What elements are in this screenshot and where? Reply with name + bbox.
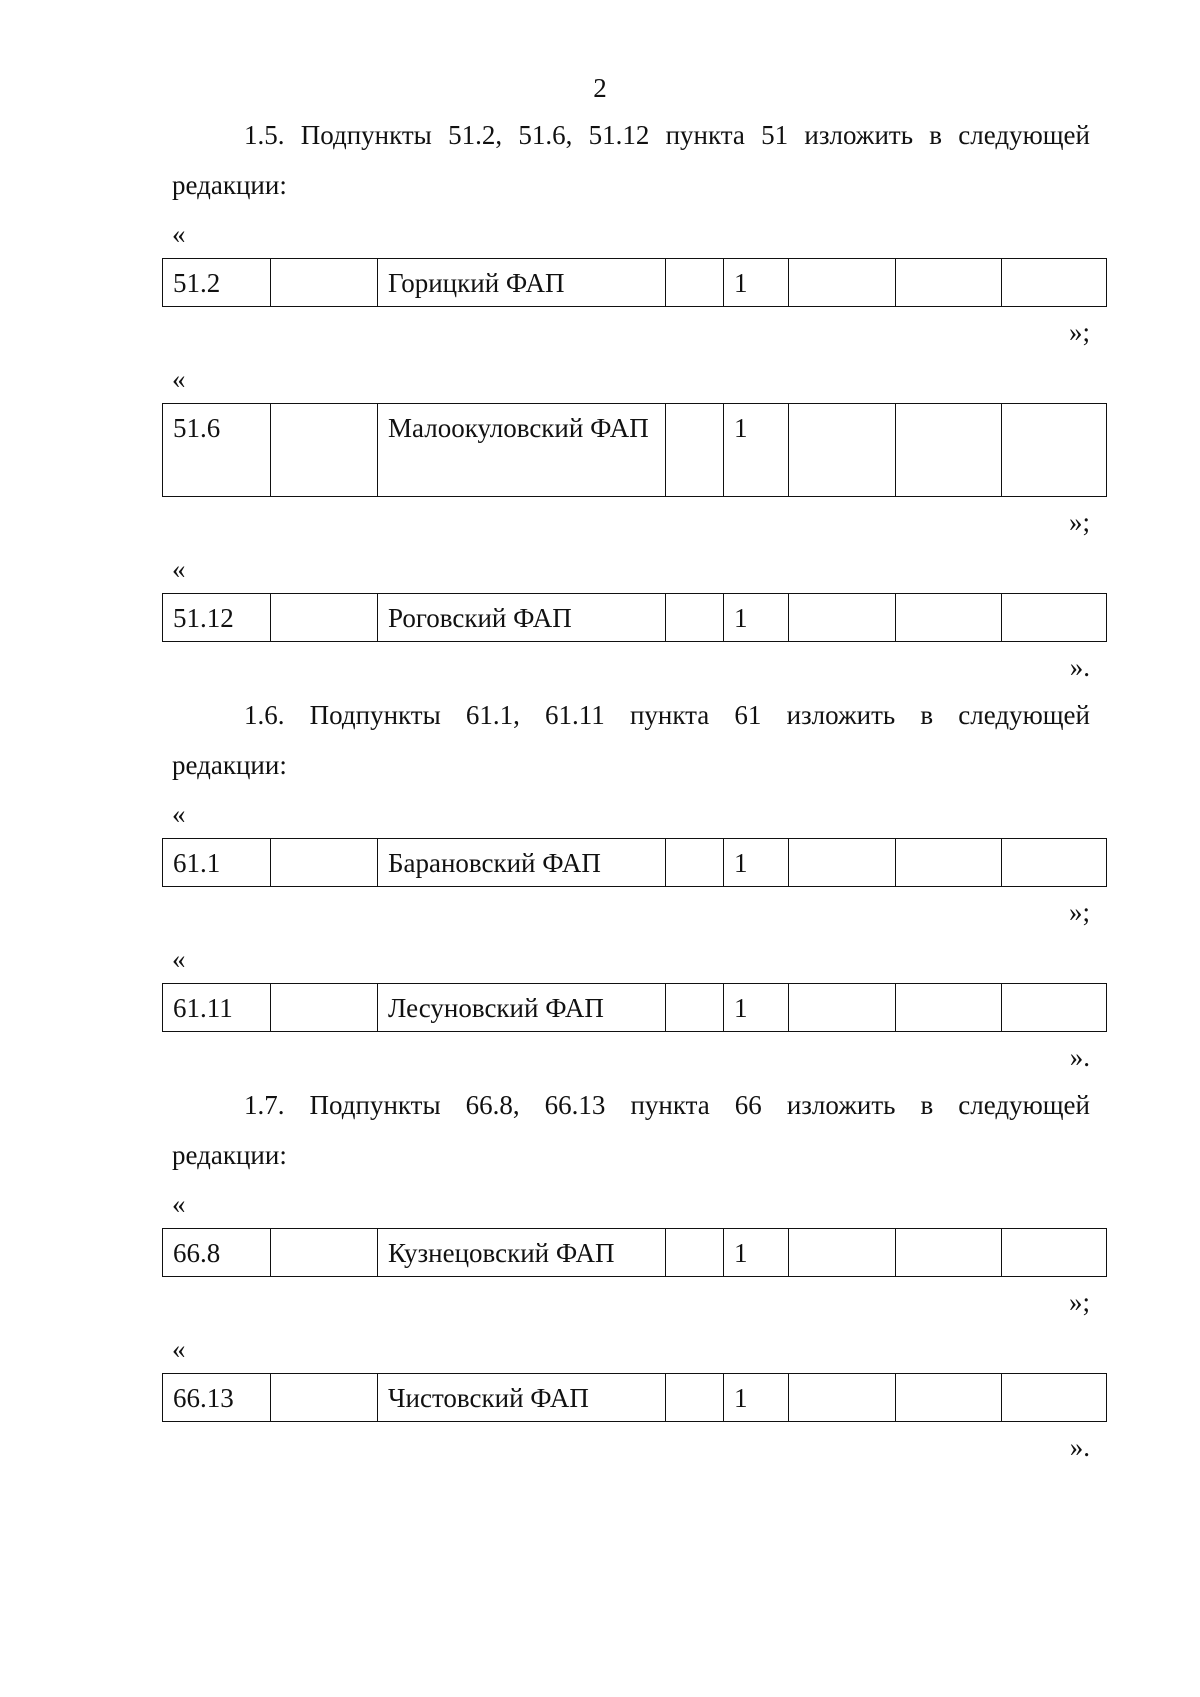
entry-value: 1: [724, 839, 789, 887]
open-quote: «: [172, 364, 186, 394]
empty-cell: [271, 839, 378, 887]
entry-code: 51.2: [163, 259, 271, 307]
empty-cell: [1002, 984, 1107, 1032]
empty-cell: [1002, 594, 1107, 642]
section-intro-tail: редакции:: [172, 1140, 287, 1170]
empty-cell: [271, 984, 378, 1032]
open-quote: «: [172, 1189, 186, 1219]
close-quote: ».: [1069, 652, 1090, 682]
section-1-6: [172, 690, 1090, 1080]
table-row: [163, 1229, 1107, 1277]
empty-cell: [789, 839, 896, 887]
entry-code: 66.13: [163, 1374, 271, 1422]
page-number: 2: [593, 73, 607, 103]
entry-name: Барановский ФАП: [378, 839, 666, 887]
empty-cell: [1002, 1374, 1107, 1422]
close-quote: »;: [1068, 507, 1090, 537]
empty-cell: [271, 259, 378, 307]
table-row: [163, 839, 1107, 887]
open-quote: «: [172, 1334, 186, 1364]
empty-cell: [789, 1374, 896, 1422]
empty-cell: [1002, 839, 1107, 887]
empty-cell: [271, 594, 378, 642]
empty-cell: [789, 984, 896, 1032]
empty-cell: [896, 1374, 1002, 1422]
empty-cell: [666, 984, 724, 1032]
entry-table: [162, 593, 1107, 642]
open-quote: «: [172, 554, 186, 584]
empty-cell: [896, 404, 1002, 497]
empty-cell: [666, 1374, 724, 1422]
entry-value: 1: [724, 259, 789, 307]
section-1-7: [172, 1080, 1090, 1470]
entry-table: [162, 403, 1107, 497]
empty-cell: [896, 1229, 1002, 1277]
entry-value: 1: [724, 594, 789, 642]
entry-table: [162, 258, 1107, 307]
section-1-5: [172, 110, 1090, 690]
empty-cell: [666, 839, 724, 887]
entry-table: [162, 983, 1107, 1032]
empty-cell: [789, 1229, 896, 1277]
empty-cell: [1002, 1229, 1107, 1277]
entry-table: [162, 838, 1107, 887]
entry-table: [162, 1373, 1107, 1422]
table-row: [163, 1374, 1107, 1422]
empty-cell: [789, 594, 896, 642]
close-quote: »;: [1068, 897, 1090, 927]
close-quote: »;: [1068, 1287, 1090, 1317]
entry-name: Горицкий ФАП: [378, 259, 666, 307]
open-quote: «: [172, 799, 186, 829]
entry-value: 1: [724, 984, 789, 1032]
empty-cell: [1002, 259, 1107, 307]
entry-code: 51.12: [163, 594, 271, 642]
empty-cell: [271, 1229, 378, 1277]
table-row: [163, 984, 1107, 1032]
empty-cell: [271, 404, 378, 497]
empty-cell: [896, 259, 1002, 307]
close-quote: ».: [1069, 1432, 1090, 1462]
section-intro: 1.5. Подпункты 51.2, 51.6, 51.12 пункта 51 изложить в следующей: [244, 120, 1090, 150]
empty-cell: [666, 1229, 724, 1277]
section-intro-tail: редакции:: [172, 170, 287, 200]
close-quote: ».: [1069, 1042, 1090, 1072]
entry-table: [162, 1228, 1107, 1277]
empty-cell: [896, 984, 1002, 1032]
empty-cell: [896, 839, 1002, 887]
table-row: [163, 259, 1107, 307]
entry-code: 61.1: [163, 839, 271, 887]
empty-cell: [789, 404, 896, 497]
open-quote: «: [172, 944, 186, 974]
empty-cell: [271, 1374, 378, 1422]
document-body: [172, 110, 1090, 1470]
open-quote: «: [172, 219, 186, 249]
section-intro: 1.7. Подпункты 66.8, 66.13 пункта 66 изложить в следующей: [244, 1090, 1090, 1120]
empty-cell: [666, 594, 724, 642]
section-intro: 1.6. Подпункты 61.1, 61.11 пункта 61 изложить в следующей: [244, 700, 1090, 730]
empty-cell: [789, 259, 896, 307]
entry-code: 51.6: [163, 404, 271, 497]
empty-cell: [1002, 404, 1107, 497]
empty-cell: [666, 259, 724, 307]
entry-value: 1: [724, 404, 789, 497]
section-intro-tail: редакции:: [172, 750, 287, 780]
entry-value: 1: [724, 1229, 789, 1277]
table-row: [163, 594, 1107, 642]
entry-code: 66.8: [163, 1229, 271, 1277]
close-quote: »;: [1068, 317, 1090, 347]
entry-name: Малоокуловский ФАП: [378, 404, 666, 497]
entry-code: 61.11: [163, 984, 271, 1032]
entry-value: 1: [724, 1374, 789, 1422]
entry-name: Роговский ФАП: [378, 594, 666, 642]
table-row: [163, 404, 1107, 497]
entry-name: Кузнецовский ФАП: [378, 1229, 666, 1277]
empty-cell: [896, 594, 1002, 642]
empty-cell: [666, 404, 724, 497]
entry-name: Чистовский ФАП: [378, 1374, 666, 1422]
entry-name: Лесуновский ФАП: [378, 984, 666, 1032]
